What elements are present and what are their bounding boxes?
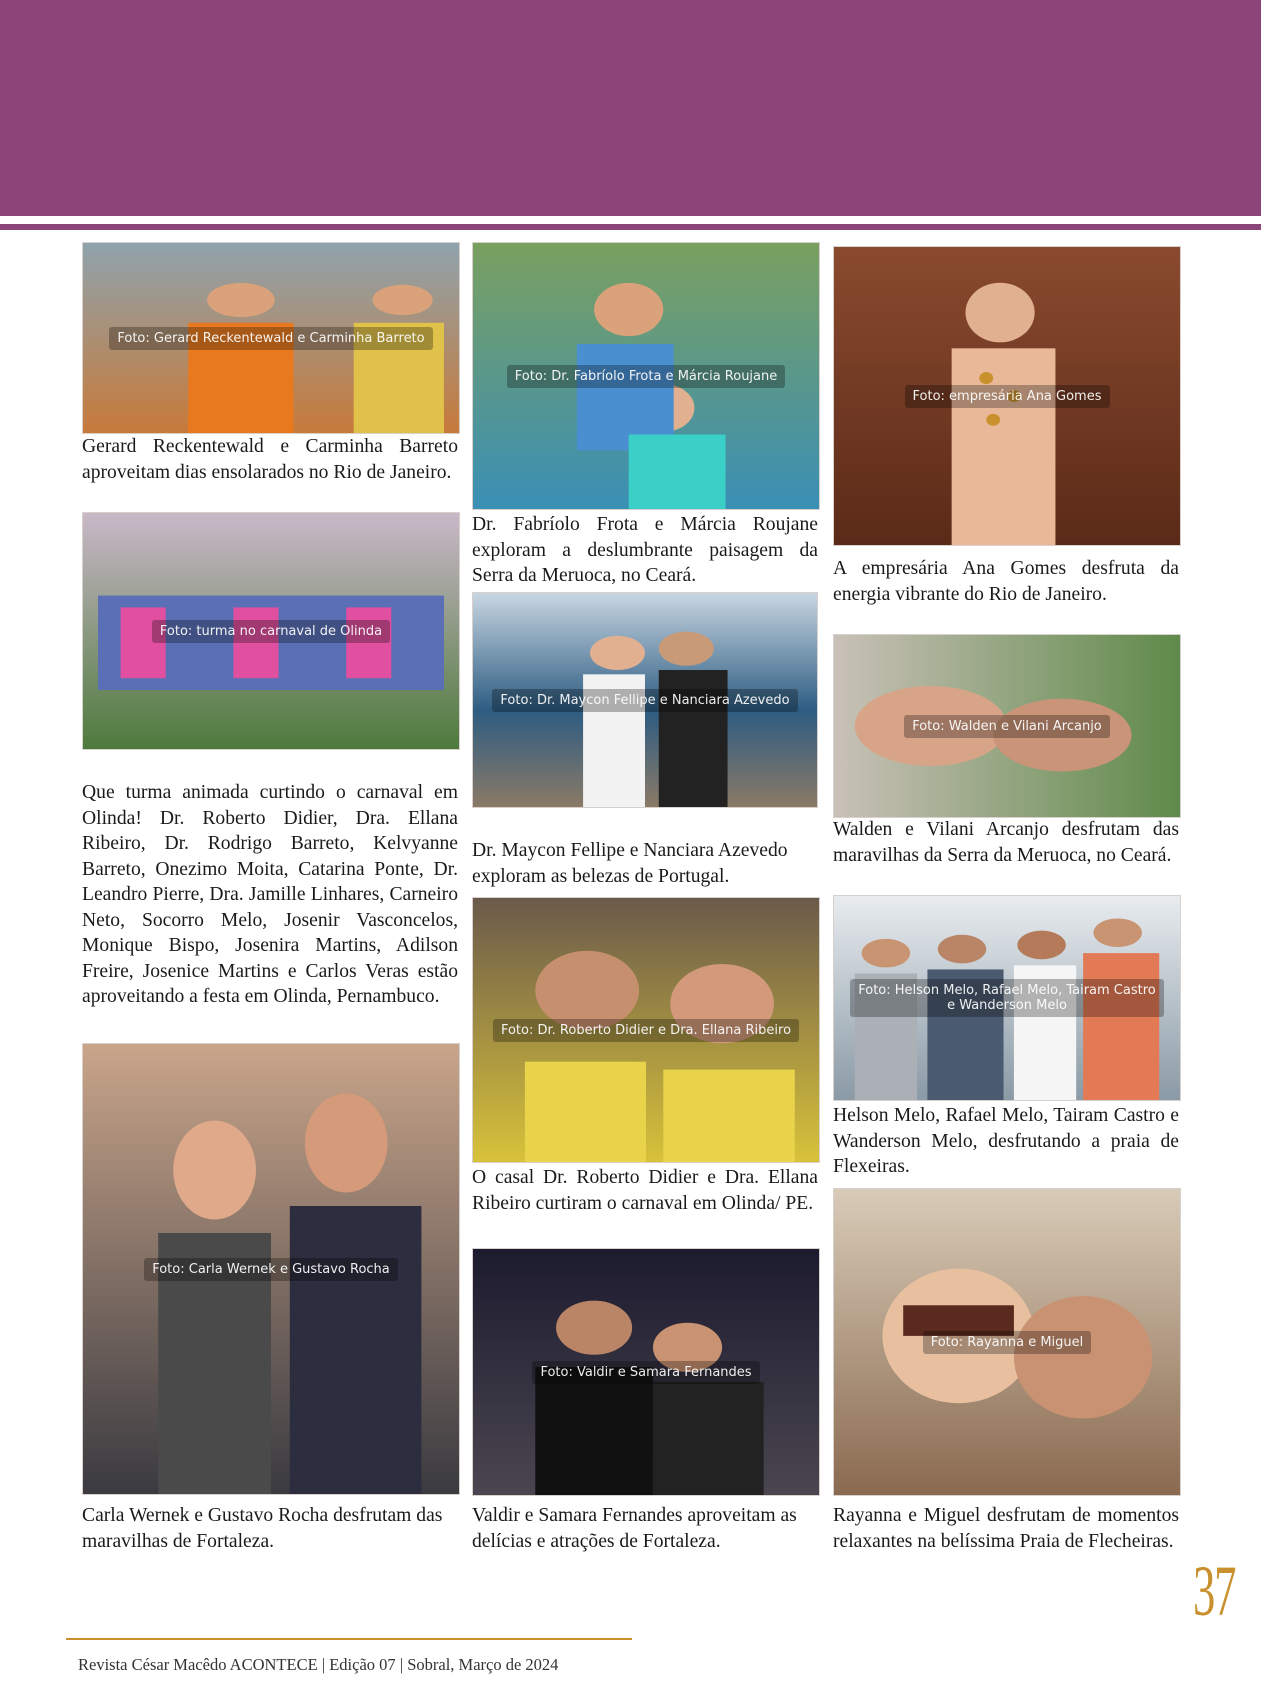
photo-maycon-nanciara: Foto: Dr. Maycon Fellipe e Nanciara Azevedo [472, 592, 818, 808]
photo-fabriolo-marcia: Foto: Dr. Fabríolo Frota e Márcia Roujane [472, 242, 820, 510]
caption-gerard-carminha: Gerard Reckentewald e Carminha Barreto aproveitam dias ensolarados no Rio de Janeiro. [82, 436, 458, 483]
photo-helson-grupo: Foto: Helson Melo, Rafael Melo, Tairam Castro e Wanderson Melo [833, 895, 1181, 1101]
photo-walden-vilani: Foto: Walden e Vilani Arcanjo [833, 634, 1181, 818]
caption-maycon-nanciara: Dr. Maycon Fellipe e Nanciara Azevedo exploram as belezas de Portugal. [472, 840, 788, 887]
caption-ana-gomes: A empresária Ana Gomes desfruta da energia vibrante do Rio de Janeiro. [833, 558, 1179, 605]
caption-walden-vilani: Walden e Vilani Arcanjo desfrutam das maravilhas da Serra da Meruoca, no Ceará. [833, 819, 1179, 866]
caption-helson-grupo: Helson Melo, Rafael Melo, Tairam Castro e Wanderson Melo, desfrutando a praia de Flexeiras. [833, 1105, 1179, 1177]
photo-gerard-carminha: Foto: Gerard Reckentewald e Carminha Barreto [82, 242, 460, 434]
footer-rule [66, 1638, 632, 1640]
header-band [0, 0, 1261, 216]
caption-fabriolo-marcia: Dr. Fabríolo Frota e Márcia Roujane exploram a deslumbrante paisagem da Serra da Meruoca, no Ceará. [472, 514, 818, 586]
caption-roberto-ellana: O casal Dr. Roberto Didier e Dra. Ellana Ribeiro curtiram o carnaval em Olinda/ PE. [472, 1167, 818, 1214]
photo-carla-gustavo: Foto: Carla Wernek e Gustavo Rocha [82, 1043, 460, 1495]
page-number: 37 [1193, 1551, 1236, 1631]
caption-turma-olinda: Que turma animada curtindo o carnaval em Olinda! Dr. Roberto Didier, Dra. Ellana Ribeiro, Dr. Rodrigo Barreto, Kelvyanne Barreto, Onezimo Moita, Catarina Ponte, Dr. Leandro Pierre, Dra. Jamille Linhares, Carneiro Neto, Socorro Melo, Josenir Vasconcelos, Monique Bispo, Josenira Martins, Adilson Freire, Josenice Martins e Carlos Veras estão aproveitando a festa em Olinda, Pernambuco. [82, 782, 458, 1007]
caption-rayanna-miguel: Rayanna e Miguel desfrutam de momentos relaxantes na belíssima Praia de Flecheiras. [833, 1505, 1179, 1552]
photo-rayanna-miguel: Foto: Rayanna e Miguel [833, 1188, 1181, 1496]
header-rule [0, 224, 1261, 230]
caption-carla-gustavo: Carla Wernek e Gustavo Rocha desfrutam das maravilhas de Fortaleza. [82, 1505, 443, 1552]
photo-valdir-samara: Foto: Valdir e Samara Fernandes [472, 1248, 820, 1496]
footer-publication: Revista César Macêdo ACONTECE | Edição 07 | Sobral, Março de 2024 [78, 1655, 559, 1674]
photo-roberto-ellana: Foto: Dr. Roberto Didier e Dra. Ellana Ribeiro [472, 897, 820, 1163]
photo-ana-gomes: Foto: empresária Ana Gomes [833, 246, 1181, 546]
caption-valdir-samara: Valdir e Samara Fernandes aproveitam as delícias e atrações de Fortaleza. [472, 1505, 797, 1552]
photo-turma-olinda: Foto: turma no carnaval de Olinda [82, 512, 460, 750]
